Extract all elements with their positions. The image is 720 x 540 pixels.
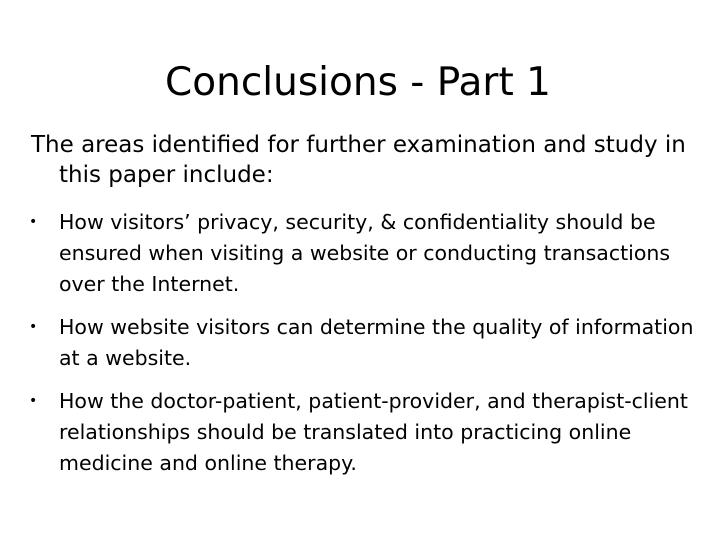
list-item xyxy=(28,386,698,479)
list-item xyxy=(28,312,698,374)
bullet-icon: • xyxy=(29,214,38,230)
list-item xyxy=(28,207,698,300)
bullet-icon: • xyxy=(29,393,38,409)
intro-paragraph: The areas identified for further examination and study in this paper include: xyxy=(31,132,686,188)
bullet-text: How website visitors can determine the quality of information at a website. xyxy=(59,315,694,370)
bullet-text: How the doctor-patient, patient-provider, and therapist-client relationships should be translated into practicing online medicine and online therapy. xyxy=(59,389,688,475)
slide-title: Conclusions - Part 1 xyxy=(165,60,551,105)
bullet-icon: • xyxy=(29,319,38,335)
bullet-list xyxy=(28,207,698,479)
bullet-text: How visitors’ privacy, security, & confidentiality should be ensured when visiting a website or conducting transactions over the Internet. xyxy=(59,210,671,296)
